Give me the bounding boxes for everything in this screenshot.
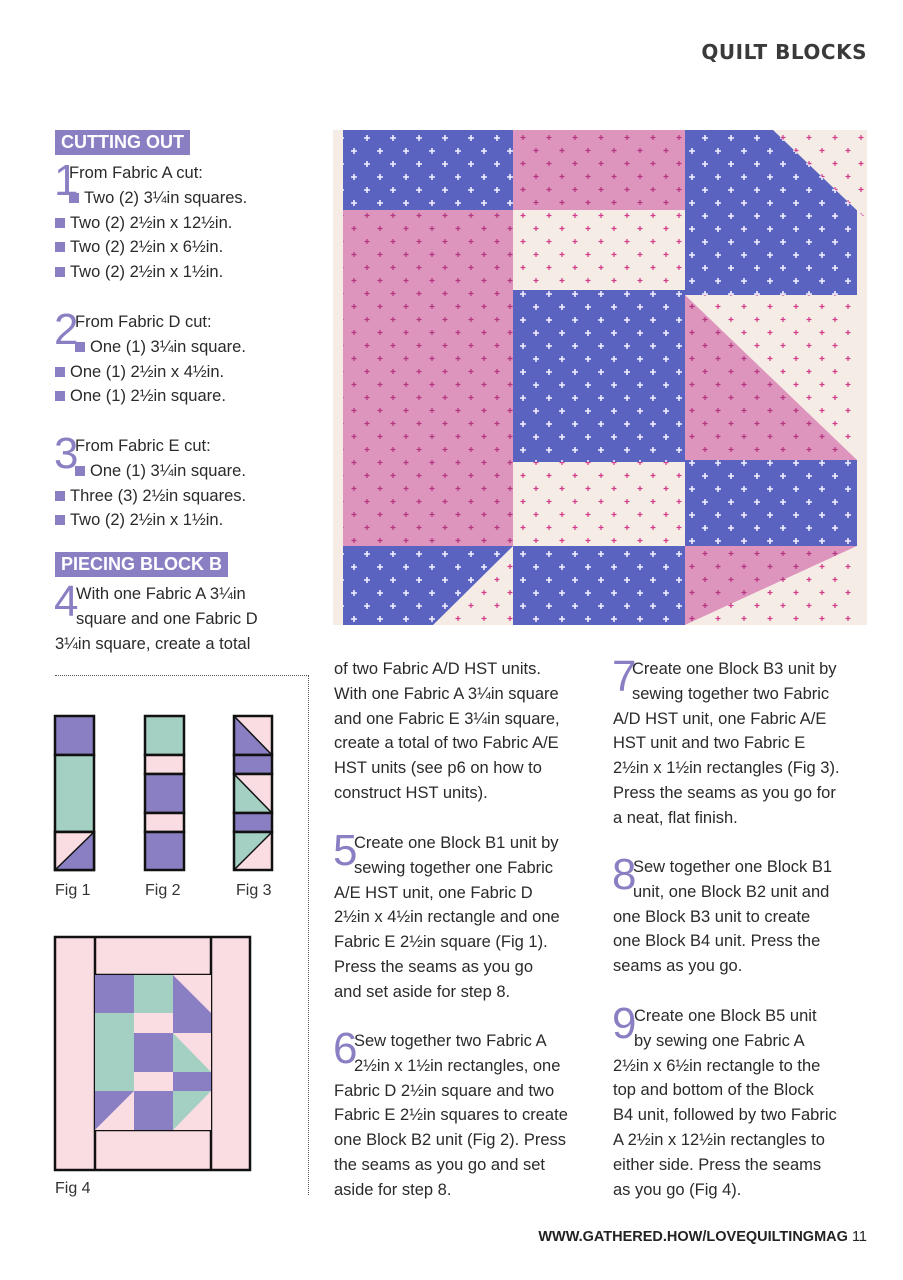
- step-number: 2: [54, 305, 79, 354]
- fig4-diagram: [52, 934, 254, 1174]
- step-6: [333, 1024, 568, 1203]
- text-line: B4 unit, followed by two Fabric: [613, 1106, 837, 1125]
- square-bullet-icon: [55, 367, 65, 377]
- step-1: [54, 156, 315, 285]
- square-bullet-icon: [55, 267, 65, 277]
- text-line: A/D HST unit, one Fabric A/E: [613, 709, 827, 728]
- text-line: Fabric E 2½in square (Fig 1).: [334, 933, 548, 952]
- text-line: Fabric D 2½in square and two: [334, 1081, 555, 1100]
- text-line: create a total of two Fabric A/E: [334, 734, 559, 753]
- text-line: one Block B4 unit. Press the: [613, 932, 821, 951]
- text-line: and set aside for step 8.: [334, 982, 511, 1001]
- text-line: HST unit and two Fabric E: [613, 734, 806, 753]
- text-line: a neat, flat finish.: [613, 808, 738, 827]
- text-line: 2½in x 1½in rectangles, one: [354, 1056, 561, 1075]
- text-line: unit, one Block B2 unit and: [633, 882, 830, 901]
- step-5: [333, 826, 560, 1005]
- cutting-heading-wrap: [55, 130, 190, 155]
- horizontal-divider: [55, 675, 309, 676]
- quilt-block-photo: [333, 130, 867, 625]
- text-line: Sew together two Fabric A: [354, 1032, 547, 1050]
- fig1-diagram: [55, 716, 94, 870]
- square-bullet-icon: [55, 491, 65, 501]
- list-item: One (1) 3¼in square.: [55, 335, 315, 360]
- step-8: [612, 850, 833, 979]
- step-intro: From Fabric D cut:: [75, 313, 212, 331]
- list-item: Two (2) 2½in x 1½in.: [55, 508, 315, 533]
- step-line: With one Fabric A 3¼in: [76, 585, 246, 603]
- step-line: square and one Fabric D: [76, 609, 258, 628]
- text-line: the seams as you go and set: [334, 1155, 545, 1174]
- text-line: by sewing one Fabric A: [634, 1031, 805, 1050]
- fig3-label: Fig 3: [236, 882, 272, 899]
- text-line: one Block B3 unit to create: [613, 907, 811, 926]
- step-3: [54, 429, 315, 533]
- text-line: Sew together one Block B1: [633, 858, 833, 876]
- step-9: [612, 999, 837, 1202]
- vertical-divider: [308, 675, 309, 1195]
- fig2-diagram: [145, 716, 184, 870]
- square-bullet-icon: [55, 242, 65, 252]
- step-number: 8: [612, 850, 637, 899]
- square-bullet-icon: [55, 218, 65, 228]
- text-line: Create one Block B1 unit by: [354, 834, 559, 852]
- text-line: 2½in x 6½in rectangle to the: [613, 1056, 821, 1075]
- fig1-label: Fig 1: [55, 882, 91, 899]
- text-line: construct HST units).: [334, 783, 488, 802]
- list-item: Three (3) 2½in squares.: [55, 484, 315, 509]
- text-line: Fabric E 2½in squares to create: [334, 1106, 568, 1125]
- text-line: top and bottom of the Block: [613, 1081, 814, 1100]
- text-line: 2½in x 1½in rectangles (Fig 3).: [613, 759, 840, 778]
- step-line: 3¼in square, create a total: [55, 634, 251, 653]
- square-bullet-icon: [55, 391, 65, 401]
- text-line: aside for step 8.: [334, 1180, 452, 1199]
- step-number: 6: [333, 1024, 358, 1073]
- text-line: seams as you go.: [613, 957, 743, 976]
- step-number: 7: [612, 652, 637, 701]
- text-line: Create one Block B5 unit: [634, 1007, 817, 1025]
- text-line: Press the seams as you go for: [613, 783, 836, 802]
- cutting-out-heading: CUTTING OUT: [55, 130, 190, 155]
- text-line: Create one Block B3 unit by: [632, 660, 837, 678]
- step-intro: From Fabric E cut:: [75, 437, 211, 455]
- figures-1-3-diagram: [50, 712, 280, 877]
- step-2: [54, 305, 315, 409]
- text-line: either side. Press the seams: [613, 1155, 822, 1174]
- text-line: HST units (see p6 on how to: [334, 759, 542, 778]
- fig4-label: Fig 4: [55, 1180, 91, 1197]
- footer: [538, 1229, 867, 1245]
- list-item: One (1) 2½in x 4½in.: [55, 360, 315, 385]
- text-line: one Block B2 unit (Fig 2). Press: [334, 1131, 567, 1150]
- text-line: Press the seams as you go: [334, 957, 534, 976]
- piecing-heading-wrap: [55, 552, 228, 577]
- list-item: One (1) 3¼in square.: [55, 459, 315, 484]
- text-line: of two Fabric A/D HST units.: [334, 660, 541, 678]
- step-4-continued: [334, 657, 560, 806]
- text-line: sewing together one Fabric: [354, 858, 554, 877]
- step-number: 1: [54, 156, 79, 205]
- page-section-title: QUILT BLOCKS: [701, 40, 867, 64]
- step-number: 9: [612, 999, 637, 1048]
- text-line: With one Fabric A 3¼in square: [334, 684, 559, 703]
- fig2-label: Fig 2: [145, 882, 181, 899]
- list-item: Two (2) 2½in x 6½in.: [55, 235, 315, 260]
- text-line: as you go (Fig 4).: [613, 1180, 742, 1199]
- list-item: One (1) 2½in square.: [55, 384, 315, 409]
- step-number: 4: [54, 577, 79, 626]
- text-line: 2½in x 4½in rectangle and one: [334, 908, 560, 927]
- step-number: 5: [333, 826, 358, 875]
- list-item: Two (2) 2½in x 1½in.: [55, 260, 315, 285]
- text-line: and one Fabric E 3¼in square,: [334, 709, 560, 728]
- piecing-block-heading: PIECING BLOCK B: [55, 552, 228, 577]
- step-7: [612, 652, 840, 831]
- page-number: 11: [851, 1229, 867, 1245]
- list-item: Two (2) 3¼in squares.: [55, 186, 315, 211]
- step-number: 3: [54, 429, 79, 478]
- step-intro: From Fabric A cut:: [69, 164, 203, 182]
- list-item: Two (2) 2½in x 12½in.: [55, 211, 315, 236]
- square-bullet-icon: [55, 515, 65, 525]
- step-4: [54, 577, 315, 656]
- quilt-block-photo-image: [333, 130, 867, 625]
- text-line: A/E HST unit, one Fabric D: [334, 883, 533, 902]
- text-line: sewing together two Fabric: [632, 684, 830, 703]
- magazine-url[interactable]: WWW.GATHERED.HOW/LOVEQUILTINGMAG: [538, 1229, 848, 1245]
- text-line: A 2½in x 12½in rectangles to: [613, 1130, 825, 1149]
- fig3-diagram: [234, 716, 272, 870]
